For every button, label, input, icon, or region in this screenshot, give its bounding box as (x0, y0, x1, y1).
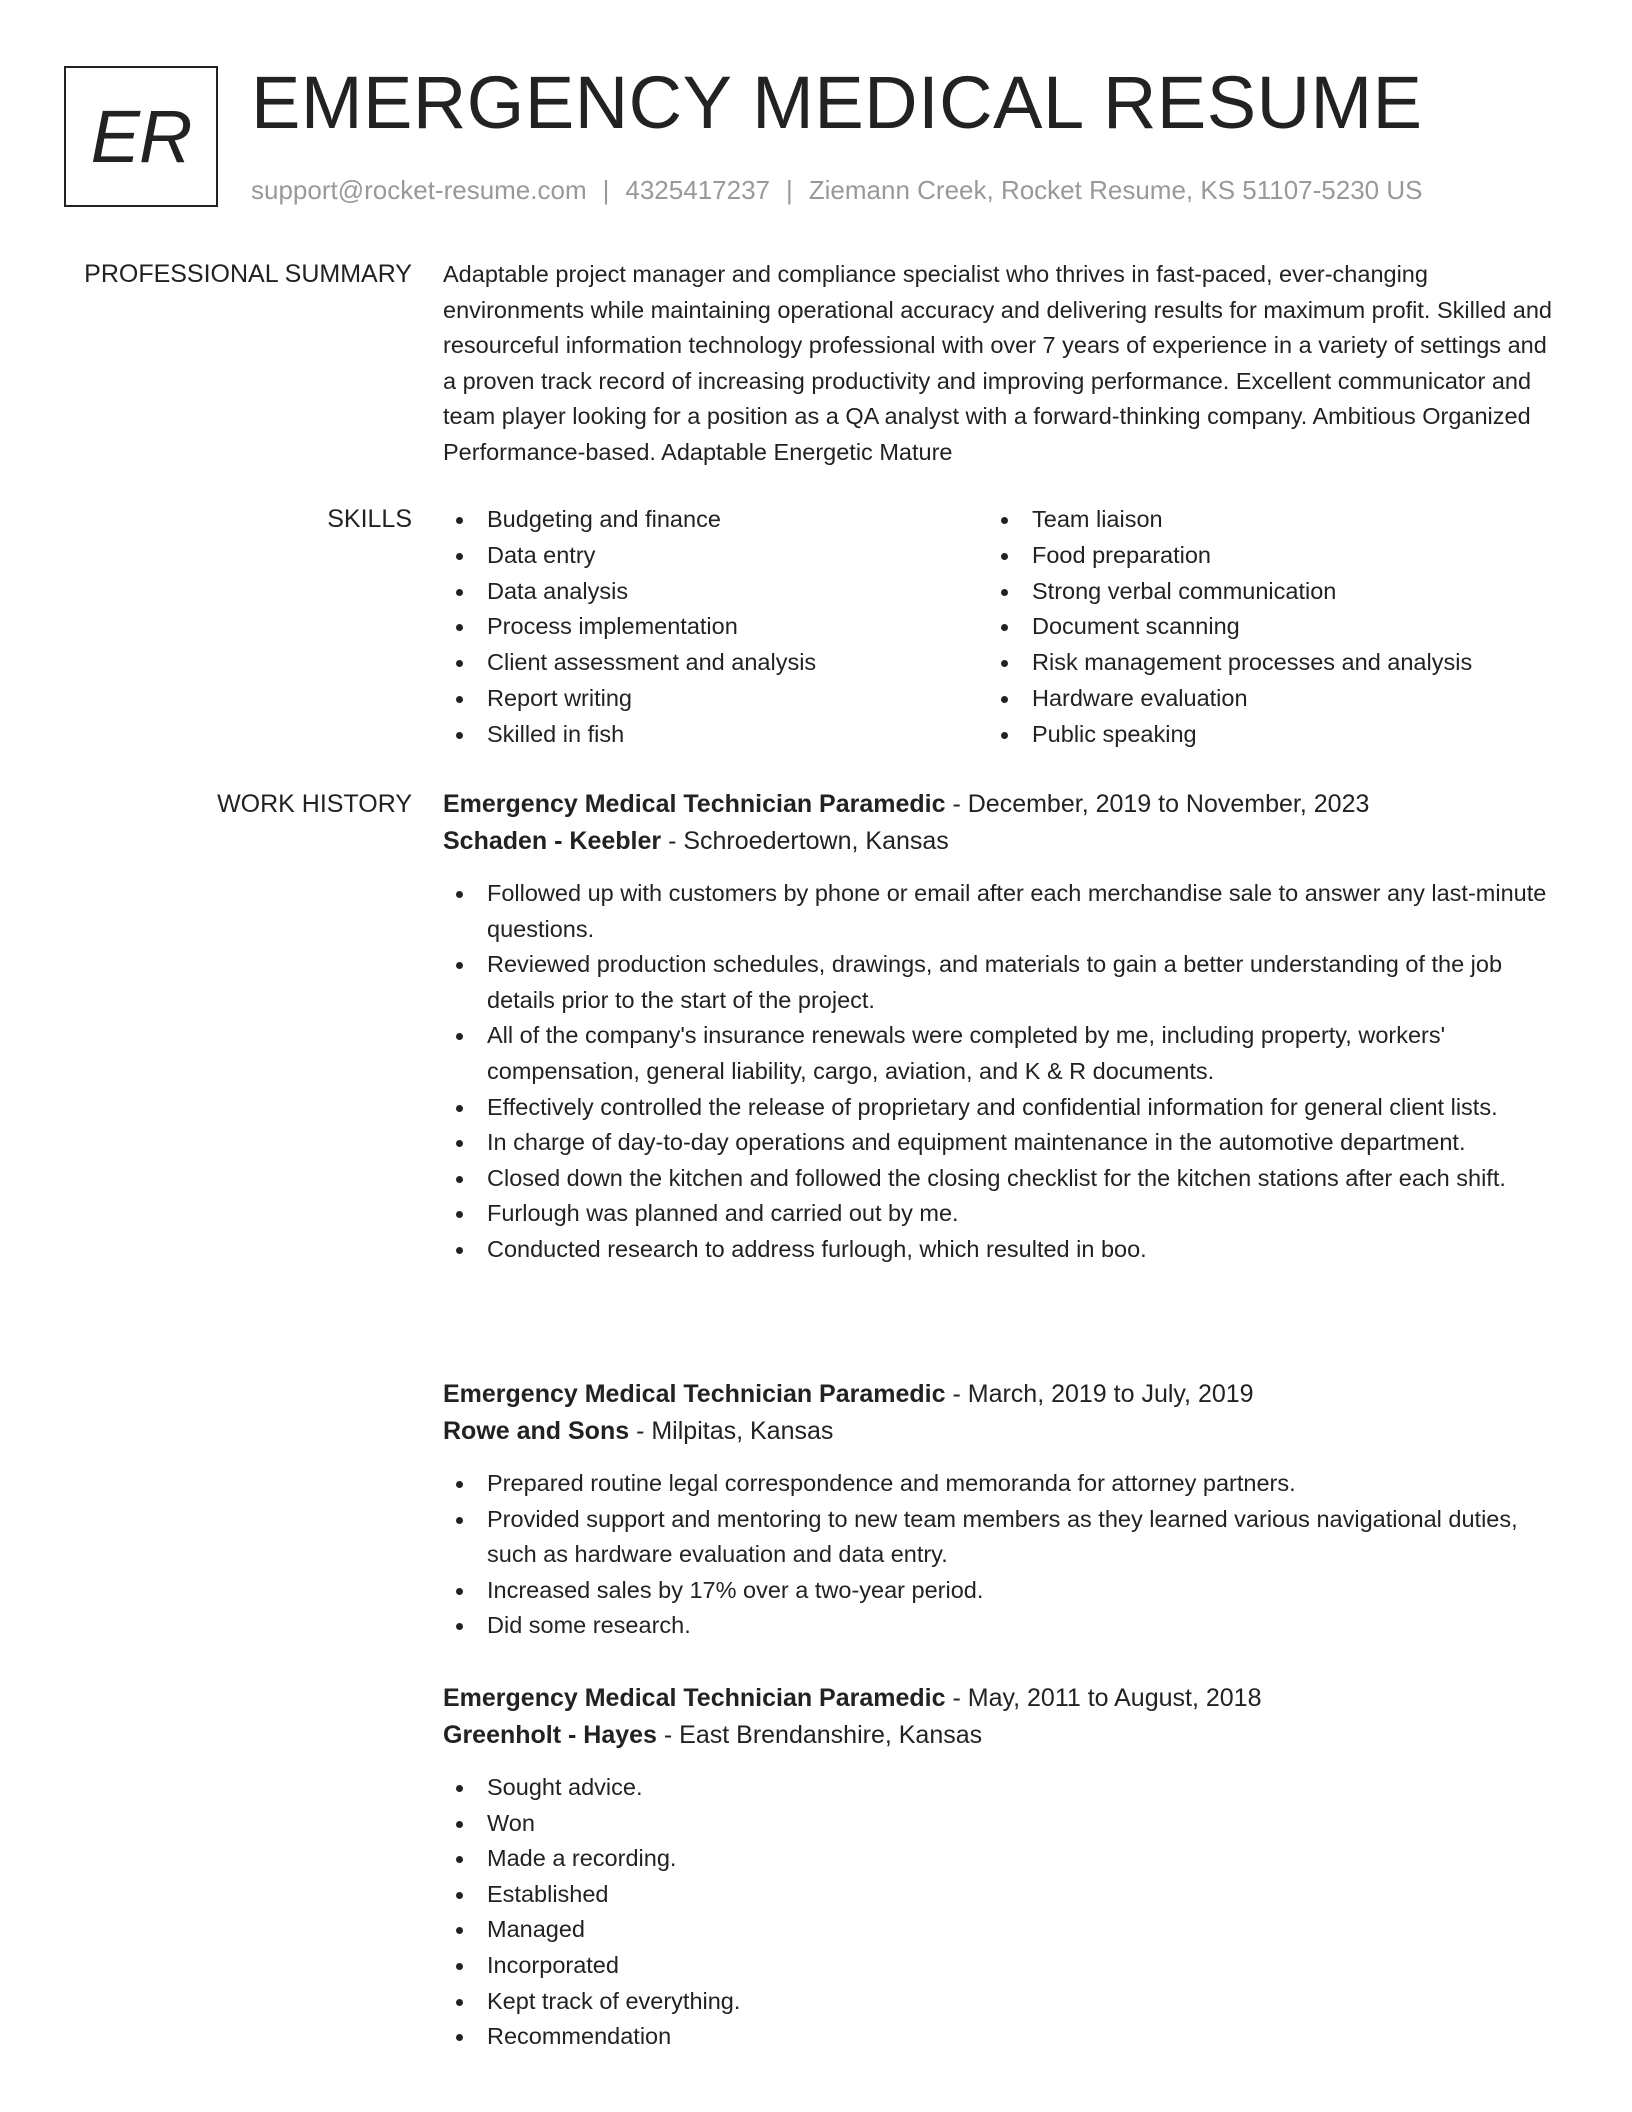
section-label-summary: PROFESSIONAL SUMMARY (84, 260, 412, 288)
job-dates: - May, 2011 to August, 2018 (945, 1684, 1262, 1712)
job-bullet: In charge of day-to-day operations and equipment maintenance in the automotive department. (443, 1125, 1563, 1161)
summary-text: Adaptable project manager and compliance specialist who thrives in fast-paced, ever-changing environments while maintaining operational accuracy and delivering results for maximum profit. Skilled and resourceful information technology professional with over 7 years of experience in a variety of settings and a proven track record of increasing productivity and improving performance. Excellent communicator and team player looking for a position as a QA analyst with a forward-thinking company. Ambitious Organized Performance-based. Adaptable Energetic Mature (443, 261, 1552, 465)
job-company: Schaden - Keebler (443, 827, 662, 855)
skill-item: Team liaison (988, 502, 1472, 538)
job-company-line (443, 823, 1563, 860)
contact-address: Ziemann Creek, Rocket Resume, KS 51107-5230 US (808, 175, 1423, 205)
job-bullet: Provided support and mentoring to new team members as they learned various navigational duties, such as hardware evaluation and data entry. (443, 1502, 1563, 1573)
job-bullet: Increased sales by 17% over a two-year period. (443, 1573, 1563, 1609)
contact-email: support@rocket-resume.com (251, 175, 587, 205)
job-bullet: Incorporated (443, 1948, 1563, 1984)
job-title: Emergency Medical Technician Paramedic (443, 790, 946, 818)
skill-item: Strong verbal communication (988, 574, 1472, 610)
skill-item: Report writing (443, 681, 816, 717)
skill-item: Food preparation (988, 538, 1472, 574)
skill-item: Budgeting and finance (443, 502, 816, 538)
job-bullet: Sought advice. (443, 1770, 1563, 1806)
job-company: Greenholt - Hayes (443, 1721, 657, 1749)
skill-item: Client assessment and analysis (443, 645, 816, 681)
job-bullets (443, 1466, 1563, 1644)
job-bullet: Established (443, 1877, 1563, 1913)
contact-separator: | (602, 175, 610, 205)
skill-item: Data entry (443, 538, 816, 574)
job-bullet: Effectively controlled the release of proprietary and confidential information for general client lists. (443, 1090, 1563, 1126)
job-bullets (443, 876, 1563, 1268)
job-bullet: Prepared routine legal correspondence and memoranda for attorney partners. (443, 1466, 1563, 1502)
job-bullet: Reviewed production schedules, drawings, and materials to gain a better understanding of the job details prior to the start of the project. (443, 947, 1563, 1018)
job-bullet: Furlough was planned and carried out by me. (443, 1196, 1563, 1232)
job-title-line (443, 1376, 1563, 1413)
job-entry (443, 786, 1563, 1268)
contact-separator: | (786, 175, 793, 205)
job-company-line (443, 1413, 1563, 1450)
job-location: - Schroedertown, Kansas (661, 827, 949, 855)
job-title-line (443, 1680, 1563, 1717)
skill-item: Skilled in fish (443, 717, 816, 753)
skill-item: Public speaking (988, 717, 1472, 753)
job-bullet: Managed (443, 1912, 1563, 1948)
page-title: EMERGENCY MEDICAL RESUME (251, 61, 1423, 144)
skill-item: Risk management processes and analysis (988, 645, 1472, 681)
job-dates: - December, 2019 to November, 2023 (945, 790, 1370, 818)
job-bullets (443, 1770, 1563, 2055)
job-bullet: Closed down the kitchen and followed the closing checklist for the kitchen stations after each shift. (443, 1161, 1563, 1197)
job-bullet: Made a recording. (443, 1841, 1563, 1877)
skill-item: Data analysis (443, 574, 816, 610)
job-title: Emergency Medical Technician Paramedic (443, 1684, 946, 1712)
job-title: Emergency Medical Technician Paramedic (443, 1380, 946, 1408)
job-company-line (443, 1717, 1563, 1754)
job-entry (443, 1680, 1563, 2055)
monogram-logo: ER (64, 66, 218, 207)
skill-item: Hardware evaluation (988, 681, 1472, 717)
job-bullet: Conducted research to address furlough, which resulted in boo. (443, 1232, 1563, 1268)
section-label-skills: SKILLS (327, 505, 412, 533)
job-bullet: Did some research. (443, 1608, 1563, 1644)
job-company: Rowe and Sons (443, 1417, 630, 1445)
job-dates: - March, 2019 to July, 2019 (945, 1380, 1254, 1408)
skill-item: Document scanning (988, 609, 1472, 645)
skills-list-right (988, 502, 1472, 753)
job-location: - East Brendanshire, Kansas (656, 1721, 983, 1749)
contact-phone: 4325417237 (625, 175, 770, 205)
contact-info (251, 172, 1422, 208)
job-bullet: Won (443, 1806, 1563, 1842)
skills-list-left (443, 502, 816, 753)
job-bullet: Kept track of everything. (443, 1984, 1563, 2020)
job-bullet: Recommendation (443, 2019, 1563, 2055)
job-bullet: Followed up with customers by phone or email after each merchandise sale to answer any last-minute questions. (443, 876, 1563, 947)
job-bullet: All of the company's insurance renewals were completed by me, including property, workers' compensation, general liability, cargo, aviation, and K & R documents. (443, 1018, 1563, 1089)
job-title-line (443, 786, 1563, 823)
job-location: - Milpitas, Kansas (629, 1417, 834, 1445)
job-entry (443, 1376, 1563, 1644)
section-label-work-history: WORK HISTORY (217, 790, 412, 818)
skill-item: Process implementation (443, 609, 816, 645)
